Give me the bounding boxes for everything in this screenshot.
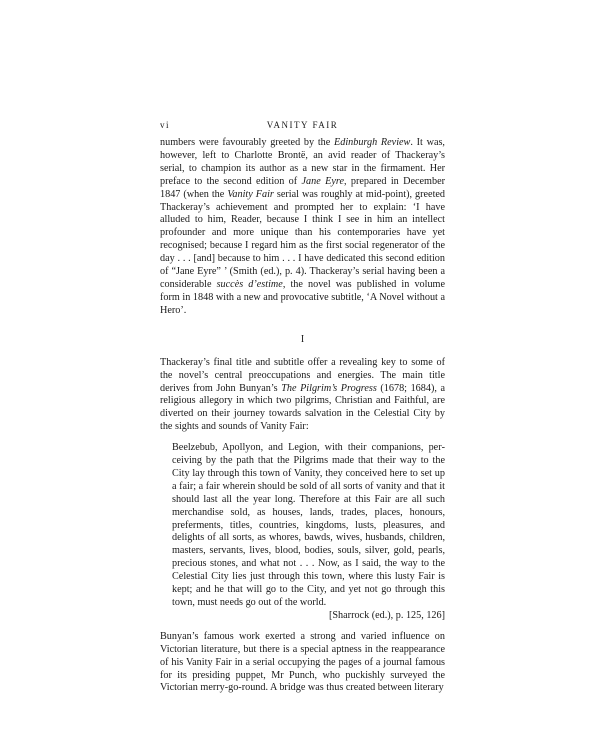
paragraph-2-text-2: (1678; 1684), a religious allegory in which two pilgrims, Christian and Faithful, are diverted on their journey towards salvation in the Celestial City by the sights and sounds of Vanity Fair: [160,382,445,433]
paragraph-2-text-1: Thackeray’s final title and subtitle offer a revealing key to some of the novel’s central preoccupations and energies. The main title derives from John Bunyan’s [160,356,445,394]
succes-destime-phrase: succès d’estime [216,278,283,290]
paragraph-1 [160,137,445,318]
page-number: vi [160,120,171,130]
paragraph-3: Bunyan’s famous work exerted a strong and varied influence on Victorian literature, but there is a special aptness in the reappearance of his Vanity Fair in a serial occupying the pages of a journal famous for its presiding puppet, Mr Punch, who puckishly surveyed the Victorian merry-go-round. A bridge was thus created between literary [160,630,445,694]
vanity-fair-title: Vanity Fair [227,188,274,200]
paragraph-1-text-5: , the novel was published in volume form in 1848 with a new and provocative subtitle, ‘A Novel without a Hero’. [160,278,446,316]
running-head [160,120,445,134]
paragraph-1-text-4: serial was roughly at mid-point), greeted Thackeray’s achievement and prompted her to explain: ‘I have alluded to him, Reader, because I think I see in him an intellect profounder and more unique than his contemporaries have yet recognised; because I regard him as the first social regenerator of the day . . . [and] because to him . . . I have dedicated this second edition of “Jane Eyre” ’ (Smith (ed.), p. 4). Thackeray’s serial having been a considerable [160,188,446,290]
running-title: VANITY FAIR [266,120,339,130]
paragraph-1-text-2: . It was, however, left to Charlotte Brontë, an avid reader of Thackeray’s serial, to champion its author as a new star in the firmament. Her preface to the second edition of [160,137,445,187]
pilgrims-progress-title: The Pilgrim’s Progress [281,382,377,394]
jane-eyre-title: Jane Eyre [301,175,344,187]
edinburgh-review-title: Edinburgh Review [334,137,411,148]
paragraph-1-text-1: numbers were favourably greeted by the [160,137,334,148]
quotation-citation: [Sharrock (ed.), p. 125, 126] [329,609,445,621]
paragraph-1-text-3: , prepared in December 1847 (when the [160,175,445,200]
book-page [160,120,445,695]
section-number: I [300,333,305,345]
quotation-text: Beelzebub, Apollyon, and Legion, with their companions, perceiving by the path that the Pilgrims made that their way to the City lay through this town of Vanity, they conceived here to set up a fair; a fair wherein should be sold of all sorts of vanity and that it should last all the year long. Therefore at this Fair are all such merchandise sold, as houses, lands, trades, places, honours, preferments, titles, countries, kingdoms, lusts, pleasures, and delights of all sorts, as whores, bawds, wives, husbands, children, masters, servants, lives, blood, bodies, souls, silver, gold, pearls, precious stones, and what not . . . Now, as I said, the way to the Celestial City lies just through this town, where this lusty Fair is kept; and he that will go to the City, and yet not go through this town, must needs go out of the world. [172,442,445,608]
paragraph-2 [160,357,445,434]
bunyan-quotation [172,442,445,623]
